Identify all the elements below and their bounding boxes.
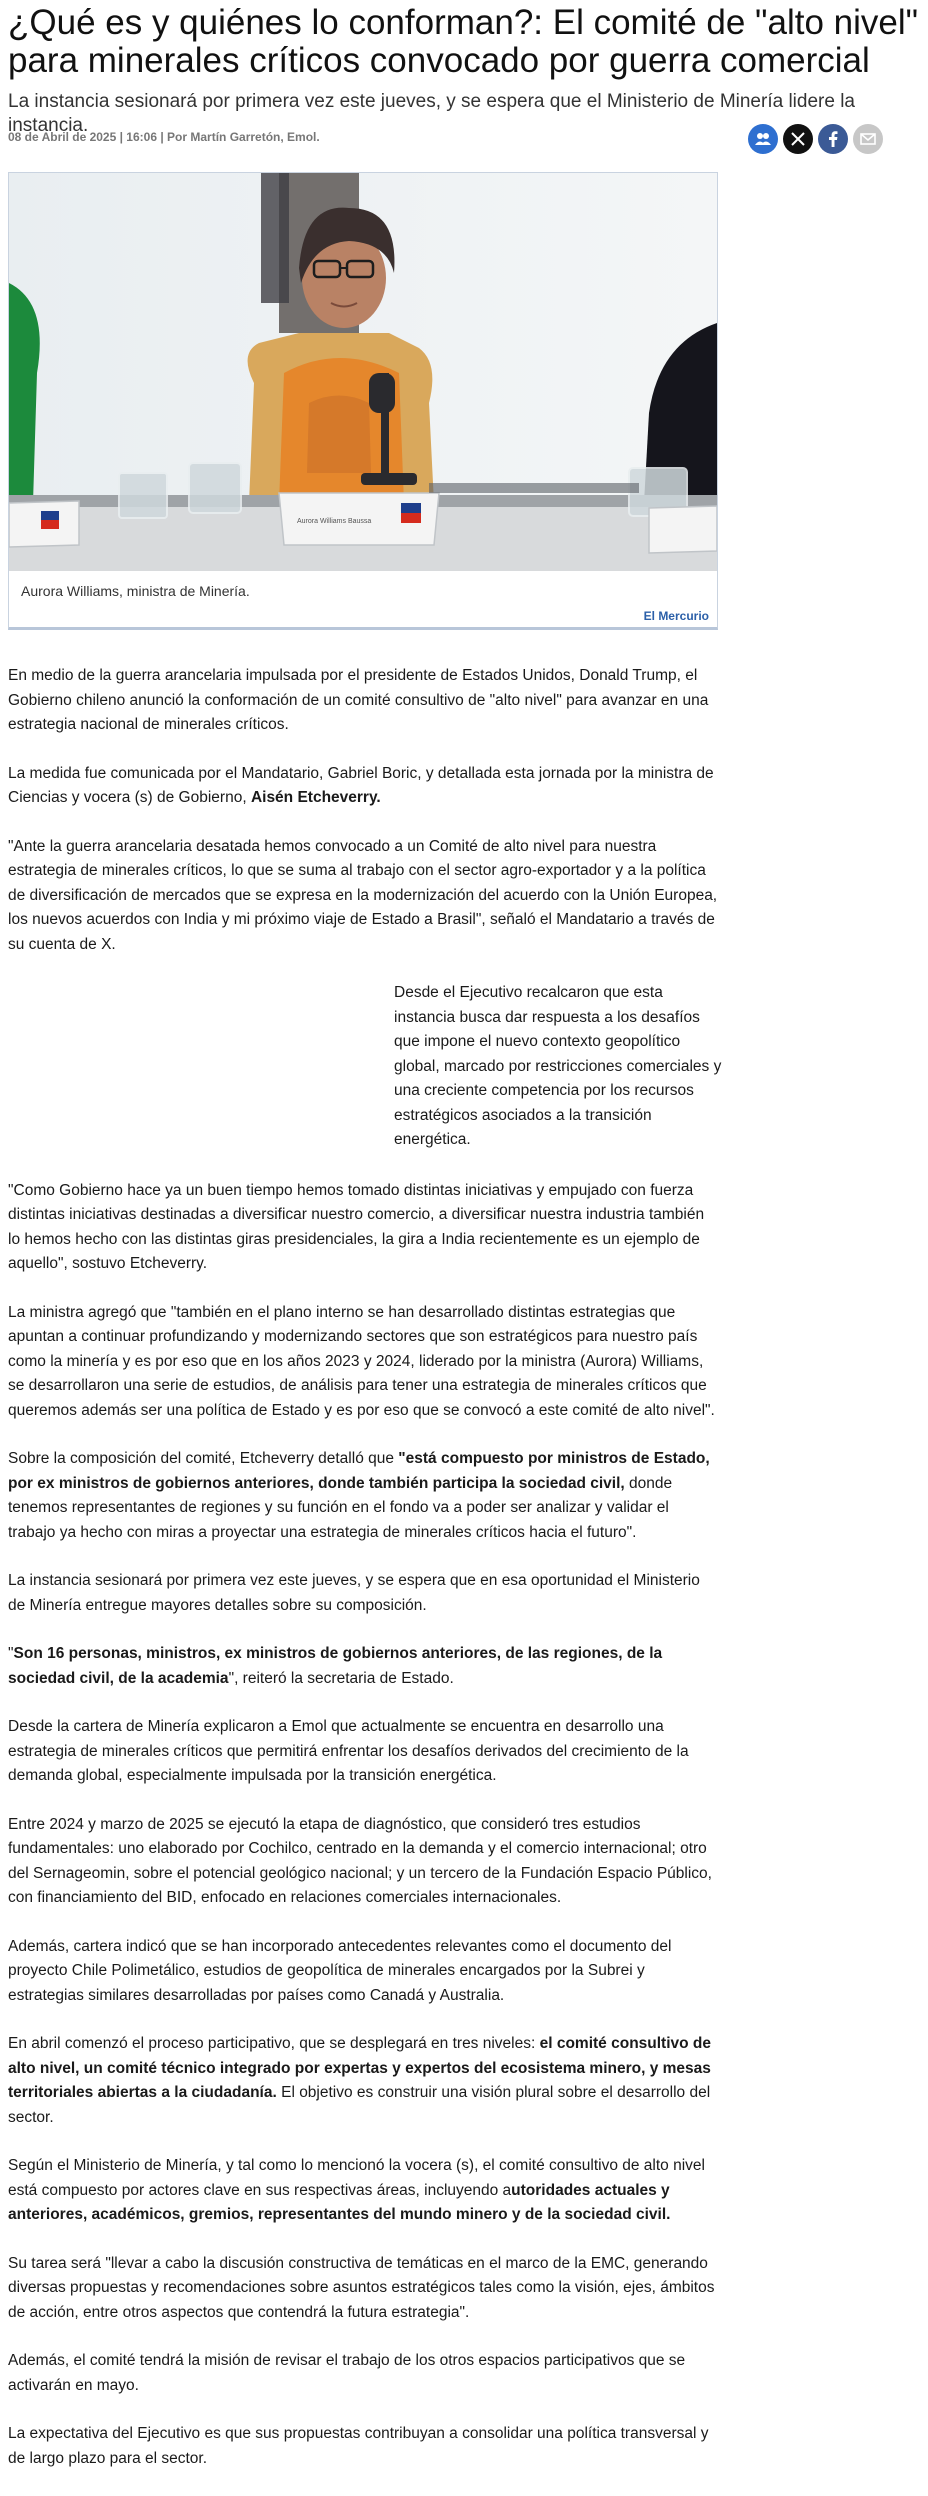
- group-icon[interactable]: [748, 124, 778, 154]
- paragraph: Entre 2024 y marzo de 2025 se ejecutó la etapa de diagnóstico, que consideró tres estudios fundamentales: uno elaborado por Cochilco, centrado en la demanda y el comercio internacional; otro del Sernageomin, sobre el potencial geológico nacional; y un tercero de la Fundación Espacio Público, con financiamiento del BID, enfocado en relaciones comerciales internacionales.: [8, 1815, 712, 1906]
- article-byline: 08 de Abril de 2025 | 16:06 | Por Martín Garretón, Emol.: [8, 130, 320, 144]
- paragraph: "Ante la guerra arancelaria desatada hemos convocado a un Comité de alto nivel para nuestra estrategia de minerales críticos, lo que se suma al trabajo con el sector agro-exportador y a la política de diversificación de mercados que se expresa en la modernización del acuerdo con la Unión Europea, los nuevos acuerdos con India y mi próximo viaje de Estado a Brasil", señaló el Mandatario a través de su cuenta de X.: [8, 837, 718, 953]
- paragraph: Su tarea será "llevar a cabo la discusión constructiva de temáticas en el marco de la EMC, generando diversas propuestas y recomendaciones sobre asuntos estratégicos tales como la visión, ejes, ámbitos de acción, entre otros aspectos que contendrá la futura estrategia".: [8, 2254, 715, 2321]
- paragraph: Además, el comité tendrá la misión de revisar el trabajo de los otros espacios participativos que se activarán en mayo.: [8, 2352, 686, 2394]
- article-body: [8, 664, 720, 2495]
- paragraph: La ministra agregó que "también en el plano interno se han desarrollado distintas estrategias que apuntan a continuar profundizando y modernizando sectores que son estratégicos para nuestro país como la minería y es por eso que en los años 2023 y 2024, liderado por la ministra (Aurora) Williams, se desarrollaron una serie de estudios, de análisis para tener una estrategia de minerales críticos que queremos además ser una política de Estado y es por eso que se convocó a este comité de alto nivel".: [8, 1303, 715, 1419]
- paragraph: La expectativa del Ejecutivo es que sus propuestas contribuyan a consolidar una política transversal y de largo plazo para el sector.: [8, 2425, 709, 2467]
- paragraph: La instancia sesionará por primera vez este jueves, y se espera que en esa oportunidad el Ministerio de Minería entregue mayores detalles sobre su composición.: [8, 1572, 700, 1614]
- article-photo: [9, 173, 717, 571]
- paragraph: En abril comenzó el proceso participativo, que se desplegará en tres niveles: el comité consultivo de alto nivel, un comité técnico integrado por expertas y expertos del ecosistema minero, y mesas territoriales abiertas a la ciudadanía. El objetivo es construir una visión plural sobre el desarrollo del sector.: [8, 2035, 712, 2126]
- paragraph: La medida fue comunicada por el Mandatario, Gabriel Boric, y detallada esta jornada por la ministra de Ciencias y vocera (s) de Gobierno, Aisén Etcheverry.: [8, 764, 714, 806]
- paragraph: Según el Ministerio de Minería, y tal como lo mencionó la vocera (s), el comité consultivo de alto nivel está compuesto por actores clave en sus respectivas áreas, incluyendo autoridades actuales y anteriores, académicos, gremios, representantes del mundo minero y de la sociedad civil.: [8, 2157, 705, 2223]
- paragraph: "Como Gobierno hace ya un buen tiempo hemos tomado distintas iniciativas y empujado con fuerza distintas iniciativas destinadas a diversificar nuestro comercio, a diversificar nuestra industria también lo hemos hecho con las distintas giras presidenciales, la gira a India recientemente es un ejemplo de aquello", sostuvo Etcheverry.: [8, 1181, 705, 1272]
- pull-quote: Desde el Ejecutivo recalcaron que esta instancia busca dar respuesta a los desafíos que impone el nuevo contexto geopolítico global, marcado por restricciones comerciales y una creciente competencia por los recursos estratégicos asociados a la transición energética.: [394, 984, 722, 1148]
- paragraph: Además, cartera indicó que se han incorporado antecedentes relevantes como el documento del proyecto Chile Polimetálico, estudios de geopolítica de minerales encargados por la Subrei y estrategias similares desarrolladas por países como Canadá y Australia.: [8, 1937, 672, 2004]
- paragraph: En medio de la guerra arancelaria impulsada por el presidente de Estados Unidos, Donald Trump, el Gobierno chileno anunció la conformación de un comité consultivo de "alto nivel" para avanzar en una estrategia nacional de minerales críticos.: [8, 667, 709, 733]
- paragraph: "Son 16 personas, ministros, ex ministros de gobiernos anteriores, de las regiones, de la sociedad civil, de la academia", reiteró la secretaria de Estado.: [8, 1645, 663, 1687]
- article-subtitle: La instancia sesionará por primera vez este jueves, y se espera que el Ministerio de Minería lidere la instancia.: [8, 91, 855, 136]
- share-bar: [748, 124, 883, 154]
- paragraph: Sobre la composición del comité, Etcheverry detalló que "está compuesto por ministros de Estado, por ex ministros de gobiernos anteriores, donde también participa la sociedad civil, donde tenemos representantes de regiones y su función en el fondo va a poder ser analizar y validar el trabajo ya hecho con miras a proyectar una estrategia de minerales críticos hacia el futuro".: [8, 1450, 710, 1541]
- article-figure: [8, 172, 718, 630]
- figure-credit[interactable]: El Mercurio: [643, 609, 709, 623]
- article-title: ¿Qué es y quiénes lo conforman?: El comité de "alto nivel" para minerales críticos convocado por guerra comercial: [8, 3, 919, 80]
- nameplate-text: Aurora Williams Baussa: [297, 518, 372, 525]
- mail-icon[interactable]: [853, 124, 883, 154]
- x-icon[interactable]: [783, 124, 813, 154]
- figure-caption: Aurora Williams, ministra de Minería.: [21, 583, 250, 599]
- facebook-icon[interactable]: [818, 124, 848, 154]
- paragraph: Desde la cartera de Minería explicaron a Emol que actualmente se encuentra en desarrollo una estrategia de minerales críticos que permitirá enfrentar los desafíos derivados del crecimiento de la demanda global, especialmente impulsada por la transición energética.: [8, 1718, 689, 1784]
